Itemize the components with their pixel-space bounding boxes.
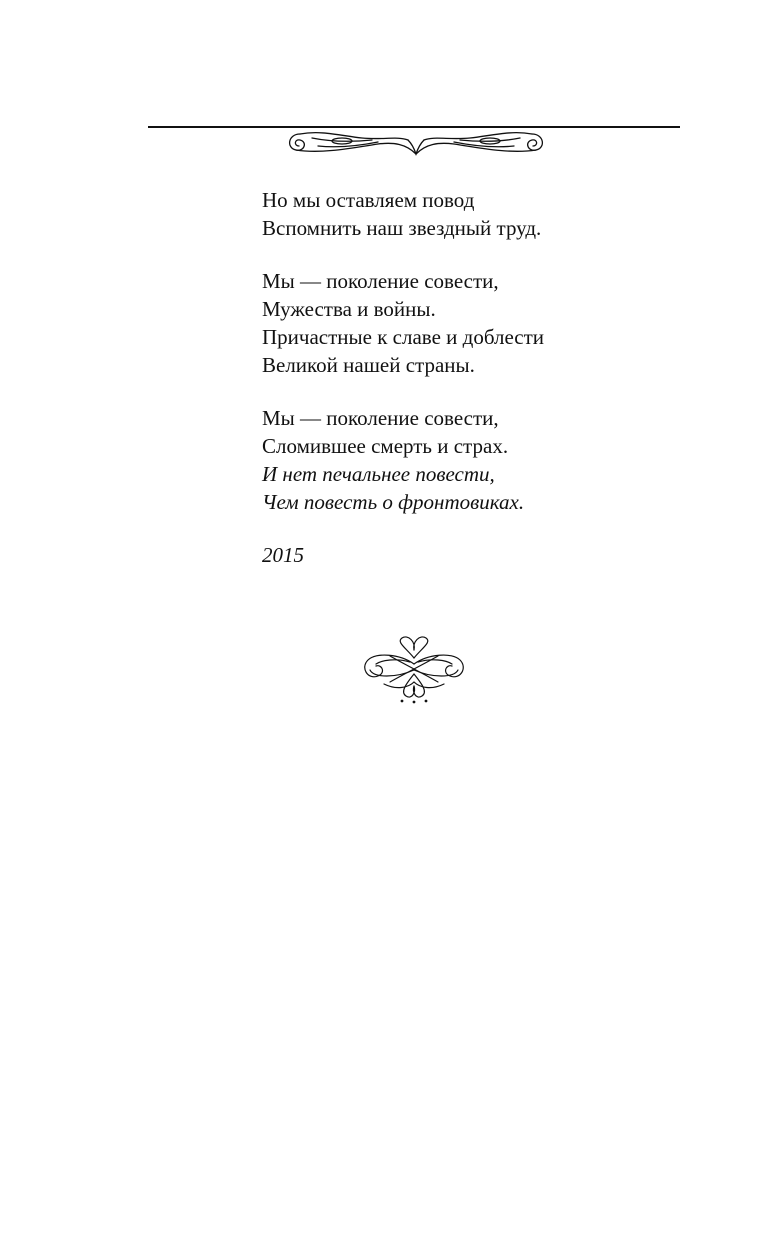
poem-line: Причастные к славе и доблести [262,325,545,349]
poem-line: Вспомнить наш звездный труд. [262,216,542,240]
footer-swirl-icon [360,634,468,704]
poem-line-italic: Чем повесть о фронтовиках. [262,490,525,514]
poem-year: 2015 [262,543,304,567]
poem-line: Мы — поколение совести, [262,406,499,430]
poem [262,186,702,569]
stanza-1 [262,186,702,242]
poem-line: Мы — поколение совести, [262,269,499,293]
stanza-2 [262,267,702,379]
poem-line-italic: И нет печальнее повести, [262,462,495,486]
stanza-3 [262,404,702,516]
poem-line: Великой нашей страны. [262,353,475,377]
header-flourish-icon [282,126,550,158]
poem-line: Сломившее смерть и страх. [262,434,509,458]
poem-line: Мужества и войны. [262,297,436,321]
poem-line: Но мы оставляем повод [262,188,475,212]
